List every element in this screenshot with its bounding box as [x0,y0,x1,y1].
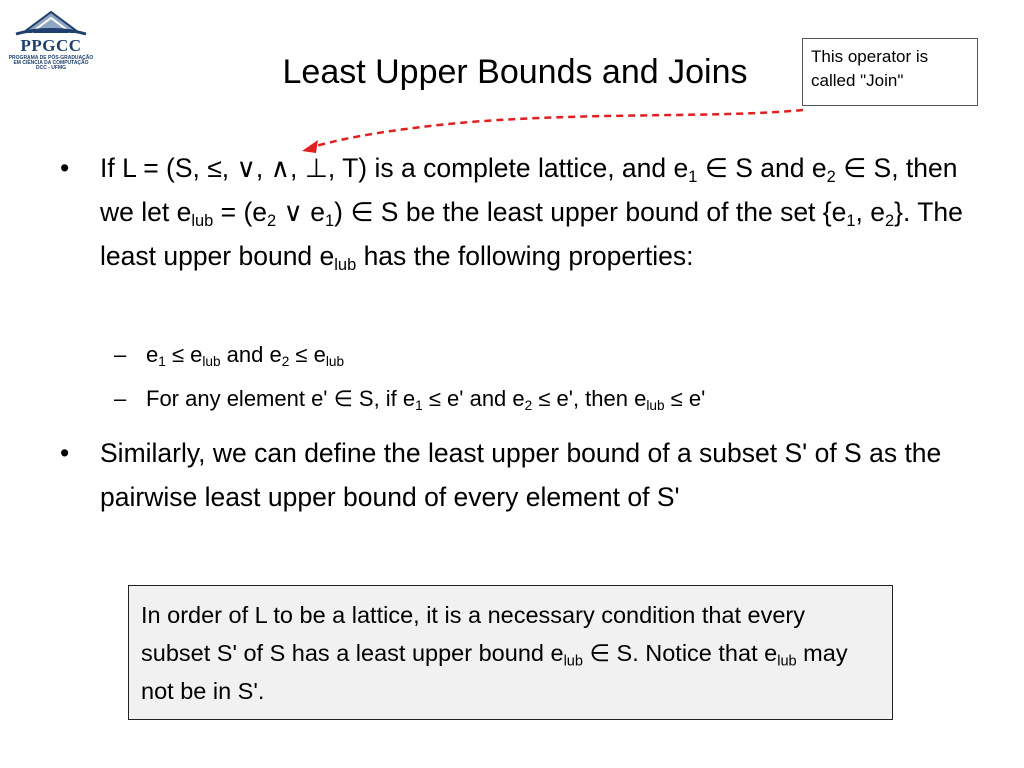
subbullet-text: For any element e' ∈ S, if $e_1 \le e'$ and $e_2 \le e'$, then $e_{lub} \le e'$ [146,386,706,414]
ppgcc-logo-icon [6,6,96,38]
dashed-arrow-line [310,110,803,148]
logo-name: PPGCC [20,36,82,55]
slide-title: Least Upper Bounds and Joins [282,53,748,91]
subbullet-text: $e_1 \le e_{lub}$ and $e_2 \le e_{lub}$ [146,342,345,370]
subbullet-dash: – [114,342,127,367]
logo-line-1: PROGRAMA DE PÓS-GRADUAÇÃO [8,55,94,61]
join-callout: This operator is called "Join" [802,38,978,106]
bullet-text: If L = (S, ≤, ∨, ∧, ⊥, T) is a complete lattice, and $e_1$ ∈ S and $e_2$ ∈ S, then we let $e_{lub} = (e_2$ ∨ $e_1$) ∈ S be the least upper bound of the set {$e_1$, $e_2$}. The least upper bound $e_{lub}$ has the following properties: [100,153,963,274]
ppgcc-logo [6,6,96,70]
subbullet-dash: – [114,386,127,411]
logo-line-2: EM CIÊNCIA DA COMPUTAÇÃO [13,60,89,66]
lattice-condition-note: In order of L to be a lattice, it is a necessary condition that every subset S' of S has a least upper bound $e_{lub}$ ∈ S. Notice that $e_{lub}$ may not be in S'. [128,585,893,720]
bullet-text: Similarly, we can define the least upper bound of a subset S' of S as the pairwise least upper bound of every element of S' [100,438,942,512]
bullet-dot: • [60,438,70,468]
logo-line-3: DCC - UFMG [36,65,66,71]
bullet-dot: • [60,153,70,183]
